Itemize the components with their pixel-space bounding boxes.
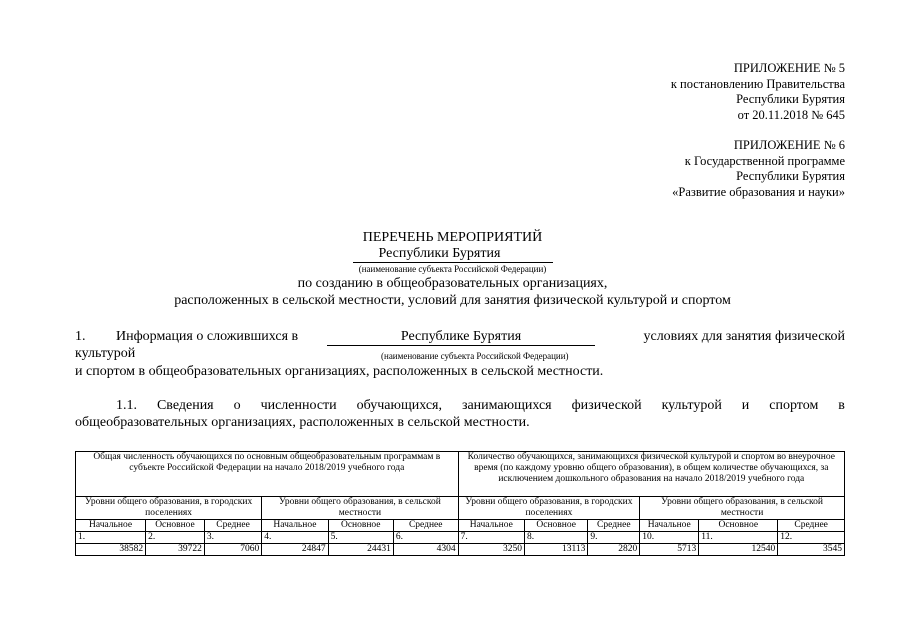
table-level-header: Начальное [640, 520, 699, 532]
table-column-number: 12. [778, 532, 845, 544]
appendix-5-line3: от 20.11.2018 № 645 [737, 107, 845, 122]
section-1-1-word: Сведения [156, 398, 214, 413]
appendix-5-block [671, 61, 845, 123]
table-value-cell: 38582 [76, 544, 146, 556]
table-column-number: 7. [458, 532, 524, 544]
table-level-header: Среднее [778, 520, 845, 532]
table-level-header: Начальное [262, 520, 328, 532]
table-value-cell: 3250 [458, 544, 524, 556]
section-1-1-word: спортом [769, 398, 819, 413]
table-level-header: Основное [525, 520, 588, 532]
table-numbers-row [76, 532, 845, 544]
table-group-header: Уровни общего образования, в сельской местности [262, 497, 458, 520]
section-1-text-b: условиях для занятия физической [643, 329, 845, 344]
table-value-cell: 2820 [588, 544, 640, 556]
table-group-row [76, 497, 845, 520]
section-1-1-word: культурой [661, 398, 722, 413]
table-column-number: 3. [204, 532, 261, 544]
table-column-number: 11. [699, 532, 778, 544]
table-values-row [76, 544, 845, 556]
heading-region-line [0, 246, 905, 263]
table-levels-row [76, 520, 845, 532]
table-value-cell: 7060 [204, 544, 261, 556]
heading-region-note: (наименование субъекта Российской Федерации) [358, 264, 547, 274]
section-1-region-line [327, 329, 595, 346]
section-1-1-word: 1.1. [116, 398, 137, 413]
appendix-6-line3: «Развитие образования и науки» [672, 184, 845, 199]
table-column-number: 9. [588, 532, 640, 544]
appendix-5-title: ПРИЛОЖЕНИЕ № 5 [733, 61, 845, 75]
table-column-number: 6. [393, 532, 458, 544]
table-value-cell: 4304 [393, 544, 458, 556]
table-column-number: 1. [76, 532, 146, 544]
table-group-header: Уровни общего образования, в городских поселениях [76, 497, 262, 520]
table-level-header: Среднее [588, 520, 640, 532]
table-value-cell: 5713 [640, 544, 699, 556]
table-level-header: Основное [699, 520, 778, 532]
table-header-row [76, 452, 845, 497]
table-header-left: Общая численность обучающихся по основным общеобразовательным программам в субъекте Российской Федерации на начало 2018/2019 учебного года [76, 452, 459, 497]
table-value-cell: 24431 [328, 544, 393, 556]
section-1-1-word: и [741, 398, 750, 413]
table-column-number: 8. [525, 532, 588, 544]
section-1-region-note: (наименование субъекта Российской Федерации) [381, 351, 569, 361]
table-column-number: 10. [640, 532, 699, 544]
heading-subtitle-2: расположенных в сельской местности, условий для занятия физической культурой и спортом [174, 293, 731, 308]
table-level-header: Начальное [76, 520, 146, 532]
table-level-header: Среднее [393, 520, 458, 532]
table-level-header: Среднее [204, 520, 261, 532]
table-value-cell: 24847 [262, 544, 328, 556]
table-level-header: Основное [146, 520, 205, 532]
appendix-6-title: ПРИЛОЖЕНИЕ № 6 [733, 138, 845, 152]
table-level-header: Основное [328, 520, 393, 532]
appendix-6-line1: к Государственной программе [684, 153, 845, 168]
section-1-line-2: и спортом в общеобразовательных организациях, расположенных в сельской местности. [75, 364, 604, 379]
appendix-5-line1: к постановлению Правительства [670, 76, 845, 91]
heading-region: Республики Бурятия [353, 246, 553, 263]
table-header-right: Количество обучающихся, занимающихся физической культурой и спортом во внеурочное время (по каждому уровню общего образования), в общем количестве обучающихся, за исключением дошкольного образования на начало 2018/2019 учебного года [458, 452, 844, 497]
section-1-1-line-1 [116, 398, 845, 414]
heading-subtitle-1: по созданию в общеобразовательных организациях, [297, 276, 608, 291]
table-value-cell: 13113 [525, 544, 588, 556]
table-value-cell: 12540 [699, 544, 778, 556]
table-column-number: 5. [328, 532, 393, 544]
section-1-1-word: о [233, 398, 241, 413]
section-1-1-line-2: общеобразовательных организациях, расположенных в сельской местности. [75, 415, 530, 430]
section-1-text-a: Информация о сложившихся в [116, 329, 299, 344]
section-1-region: Республике Бурятия [327, 329, 595, 346]
table-level-header: Начальное [458, 520, 524, 532]
section-1-1-word: численности [260, 398, 337, 413]
table-value-cell: 39722 [146, 544, 205, 556]
table-value-cell: 3545 [778, 544, 845, 556]
appendix-6-line2: Республики Бурятия [736, 169, 845, 183]
section-1-1-word: в [838, 398, 845, 413]
section-1-1-word: физической [571, 398, 642, 413]
section-1-text-c: культурой [75, 346, 136, 361]
table-group-header: Уровни общего образования, в сельской местности [640, 497, 845, 520]
table-group-header: Уровни общего образования, в городских поселениях [458, 497, 640, 520]
table-column-number: 4. [262, 532, 328, 544]
section-1-1-word: обучающихся, [356, 398, 442, 413]
section-1-1-word: занимающихся [461, 398, 552, 413]
section-1-number: 1. [75, 329, 86, 344]
table-column-number: 2. [146, 532, 205, 544]
document-title: ПЕРЕЧЕНЬ МЕРОПРИЯТИЙ [362, 230, 543, 245]
students-table [75, 451, 845, 556]
appendix-5-line2: Республики Бурятия [736, 92, 845, 106]
appendix-6-block [672, 138, 845, 200]
